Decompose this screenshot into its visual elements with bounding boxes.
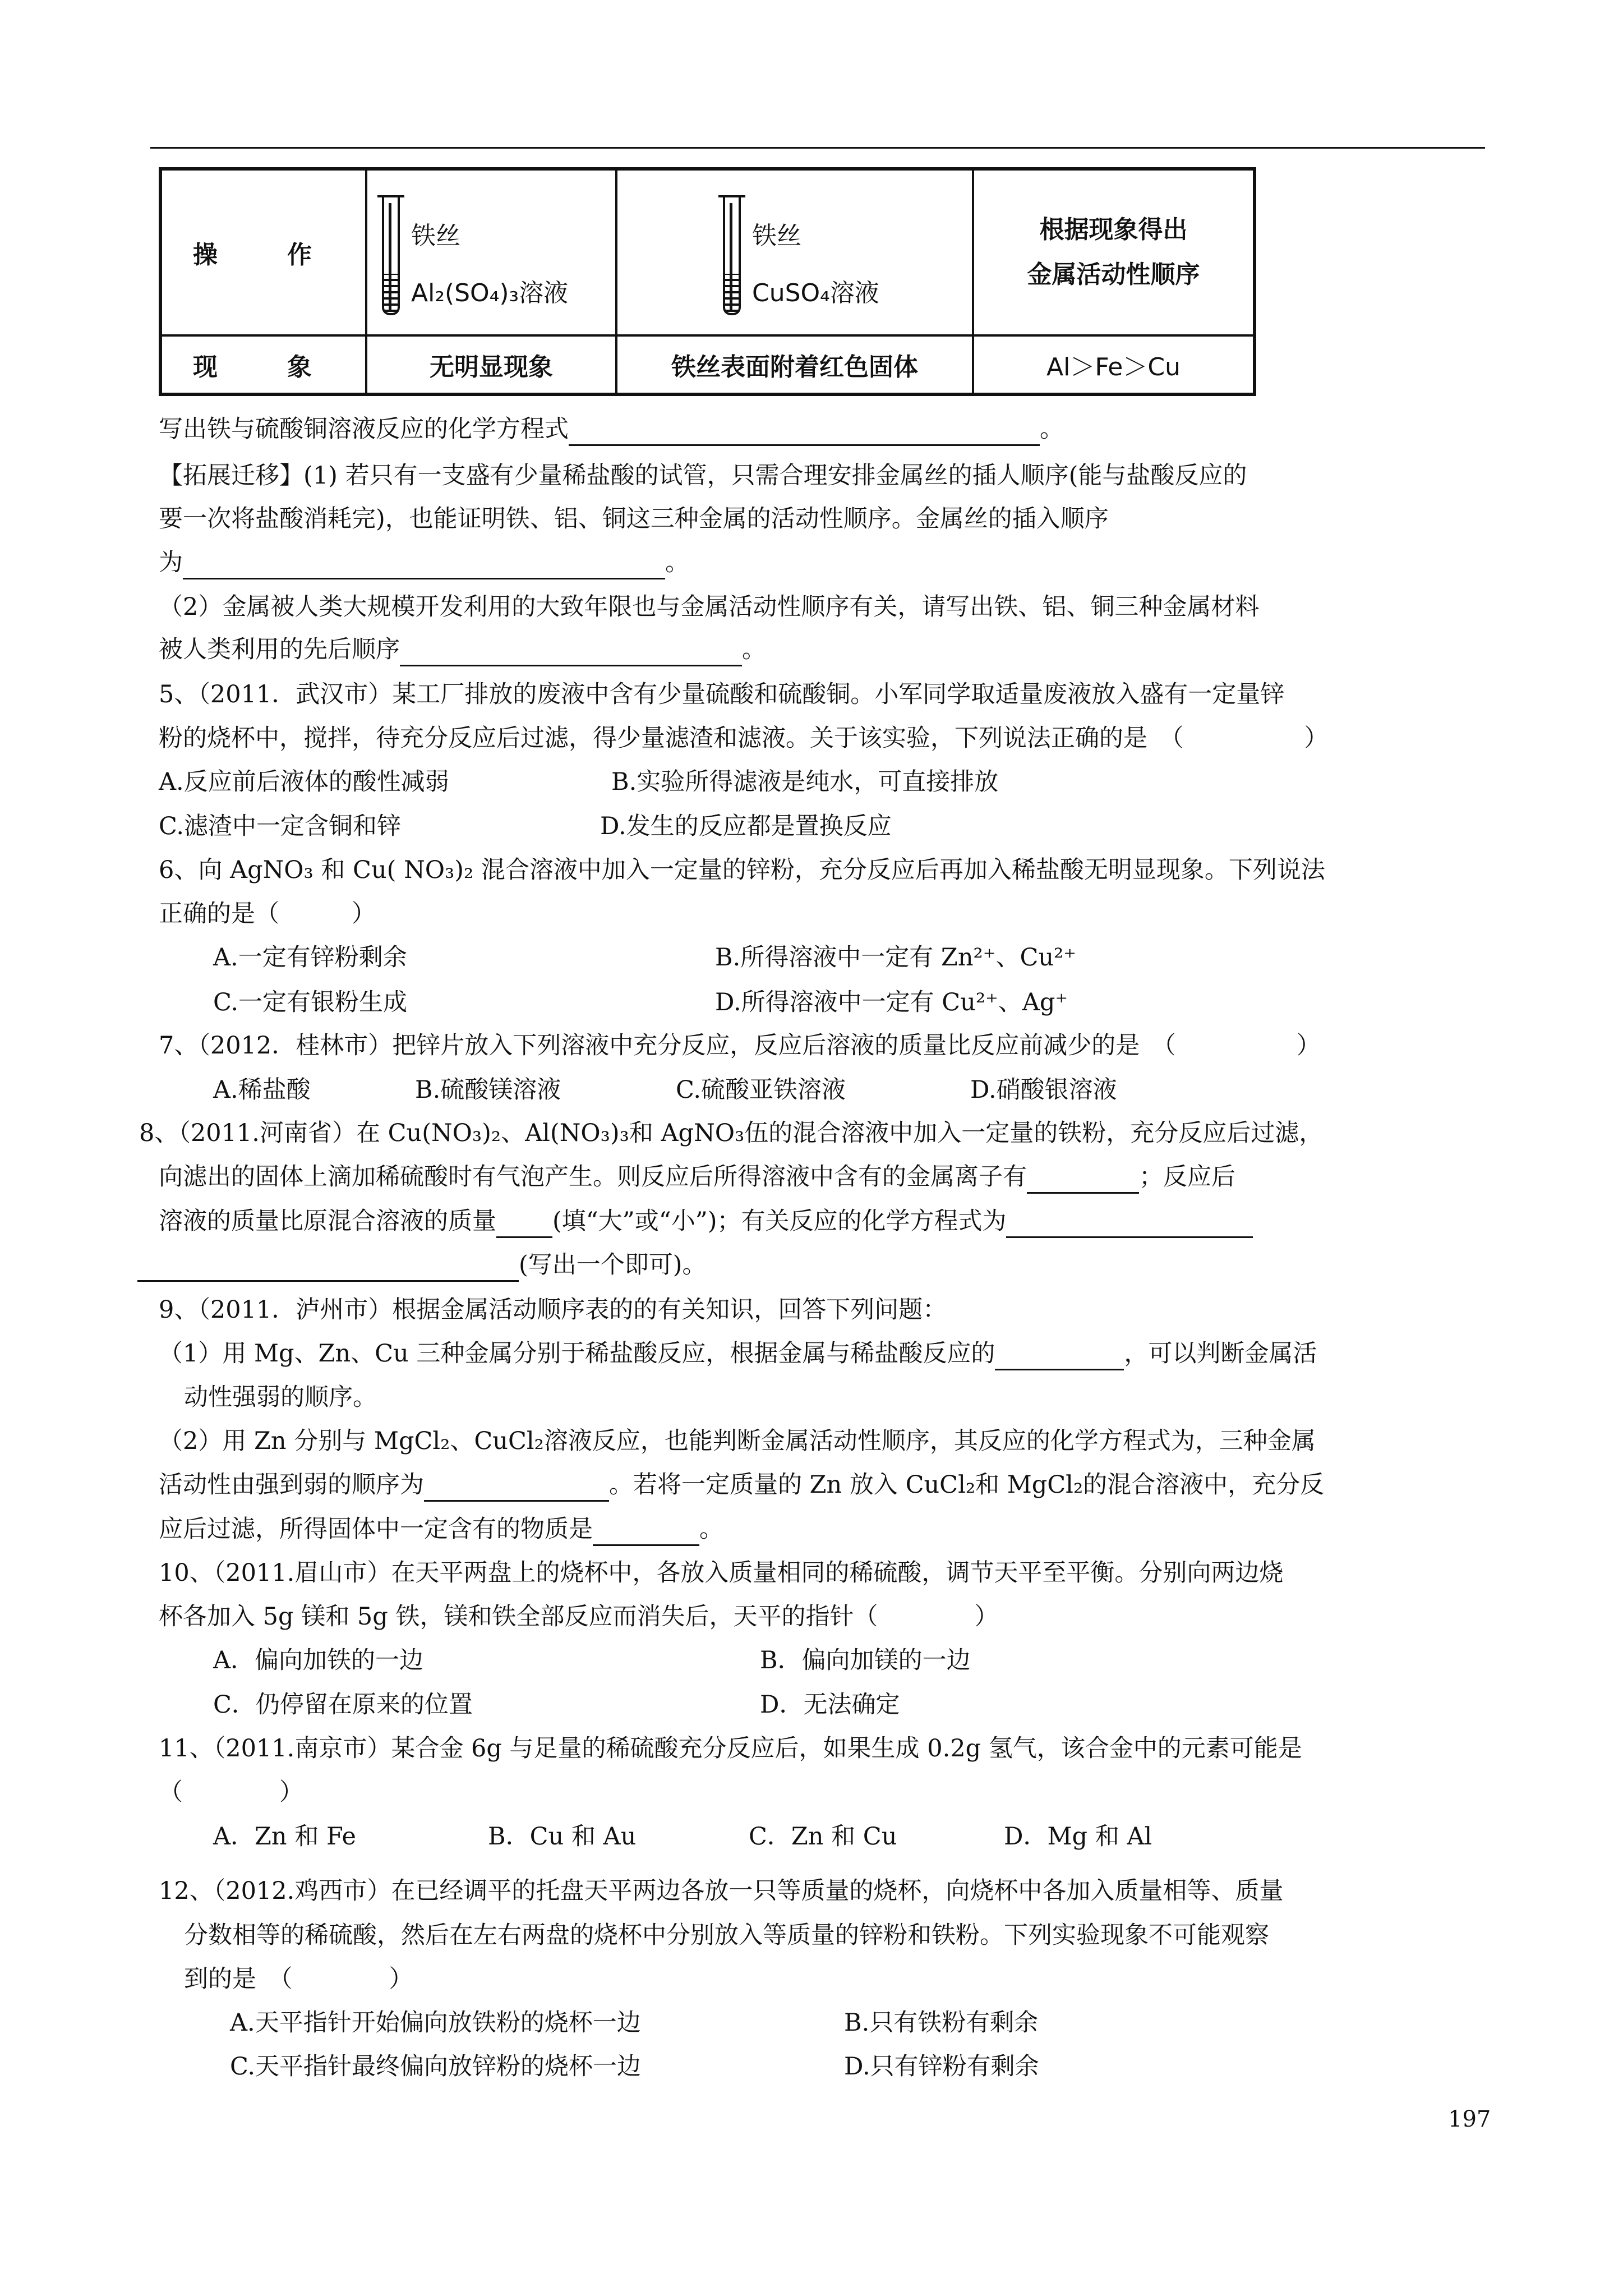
option: C.硫酸亚铁溶液 (676, 1076, 846, 1104)
text-line: 被人类利用的先后顺序 。 (159, 633, 766, 666)
question-9: （2）用 Zn 分别与 MgCl₂、CuCl₂溶液反应，也能判断金属活动性顺序，其反应的化学方程式为，三种金属 (159, 1427, 1316, 1455)
question-6: 6、向 AgNO₃ 和 Cu( NO₃)₂ 混合溶液中加入一定量的锌粉，充分反应后再加入稀盐酸无明显现象。下列说法 (159, 856, 1325, 884)
option: A．Zn 和 Fe (213, 1823, 356, 1851)
text-line: 为 。 (159, 546, 689, 579)
option: D．无法确定 (760, 1691, 900, 1719)
option: B.只有铁粉有剩余 (844, 2009, 1039, 2037)
text-line: 要一次将盐酸消耗完)，也能证明铁、铝、铜这三种金属的活动性顺序。金属丝的插入顺序 (159, 505, 1109, 533)
question-8: 向滤出的固体上滴加稀硫酸时有气泡产生。则反应后所得溶液中含有的金属离子有 ；反应后 (159, 1160, 1235, 1194)
option: B．偏向加镁的一边 (760, 1646, 971, 1674)
operation-header: 操 作 (160, 169, 366, 335)
phenomenon-3: Al＞Fe＞Cu (973, 335, 1255, 394)
option: D．Mg 和 Al (1004, 1823, 1152, 1851)
text-line: 写出铁与硫酸铜溶液反应的化学方程式 。 (159, 412, 1064, 446)
option: C.天平指针最终偏向放锌粉的烧杯一边 (230, 2053, 642, 2081)
option: C.滤渣中一定含铜和锌 (159, 812, 402, 840)
question-9: 活动性由强到弱的顺序为 。若将一定质量的 Zn 放入 CuCl₂和 MgCl₂的混合溶液中，充分反 (159, 1468, 1324, 1502)
question-6: 正确的是（ ） (159, 900, 376, 928)
option: C.一定有银粉生成 (213, 988, 408, 1016)
option: A.一定有锌粉剩余 (213, 944, 407, 972)
tube2-solution-label: CuSO₄溶液 (752, 279, 879, 307)
option: B.所得溶液中一定有 Zn²⁺、Cu²⁺ (715, 944, 1076, 972)
phenomenon-1: 无明显现象 (366, 335, 616, 394)
question-5: 粉的烧杯中，搅拌，待充分反应后过滤，得少量滤渣和滤液。关于该实验，下列说法正确的是 （ ） (159, 724, 1329, 752)
experiment-table (159, 167, 1256, 396)
option: A.稀盐酸 (213, 1076, 311, 1104)
question-11: 11、（2011.南京市）某合金 6g 与足量的稀硫酸充分反应后，如果生成 0.2g 氢气，该合金中的元素可能是 (159, 1734, 1302, 1763)
text-line: （2）金属被人类大规模开发利用的大致年限也与金属活动性顺序有关，请写出铁、铝、铜三种金属材料 (159, 593, 1260, 621)
option: A.天平指针开始偏向放铁粉的烧杯一边 (230, 2009, 641, 2037)
test-tube-cell-1 (366, 169, 616, 335)
option: D.只有锌粉有剩余 (844, 2053, 1039, 2081)
option: B．Cu 和 Au (488, 1823, 637, 1851)
text-line: 【拓展迁移】(1) 若只有一支盛有少量稀盐酸的试管，只需合理安排金属丝的插人顺序(能与盐酸反应的 (159, 462, 1247, 490)
question-8: 8、（2011.河南省）在 Cu(NO₃)₂、Al(NO₃)₃和 AgNO₃伍的混合溶液中加入一定量的铁粉，充分反应后过滤， (139, 1119, 1324, 1147)
header-rule (150, 147, 1485, 149)
question-9: 9、（2011．泸州市）根据金属活动顺序表的的有关知识，回答下列问题： (159, 1296, 947, 1324)
phenomenon-2: 铁丝表面附着红色固体 (616, 335, 973, 394)
question-7: 7、（2012．桂林市）把锌片放入下列溶液中充分反应，反应后溶液的质量比反应前减少的是 （ ） (159, 1032, 1321, 1060)
question-9: 动性强弱的顺序。 (184, 1383, 377, 1411)
tube2-wire-label: 铁丝 (752, 222, 801, 250)
question-12: 12、（2012.鸡西市）在已经调平的托盘天平两边各放一只等质量的烧杯，向烧杯中各加入质量相等、质量 (159, 1877, 1284, 1905)
test-tube-cell-2 (616, 169, 973, 335)
question-12: 到的是 （ ） (184, 1965, 413, 1993)
option: D.硝酸银溶液 (970, 1076, 1117, 1104)
option: D.发生的反应都是置换反应 (600, 812, 892, 840)
question-8: 溶液的质量比原混合溶液的质量 (填“大”或“小”)；有关反应的化学方程式为 (159, 1204, 1253, 1238)
page-number: 197 (1448, 2106, 1491, 2132)
question-9: （1）用 Mg、Zn、Cu 三种金属分别于稀盐酸反应，根据金属与稀盐酸反应的 ，可以判断金属活 (159, 1337, 1317, 1370)
question-5: 5、（2011．武汉市）某工厂排放的废液中含有少量硫酸和硫酸铜。小军同学取适量废液放入盛有一定量锌 (159, 680, 1285, 708)
question-8: (写出一个即可)。 (137, 1248, 707, 1282)
question-9: 应后过滤，所得固体中一定含有的物质是 。 (159, 1512, 723, 1546)
option: B.实验所得滤液是纯水，可直接排放 (611, 768, 999, 796)
question-10: 10、（2011.眉山市）在天平两盘上的烧杯中，各放入质量相同的稀硫酸，调节天平至平衡。分别向两边烧 (159, 1559, 1284, 1587)
question-12: 分数相等的稀硫酸，然后在左右两盘的烧杯中分别放入等质量的锌粉和铁粉。下列实验现象不可能观察 (184, 1921, 1269, 1949)
test-tube-icon (382, 195, 399, 319)
tube1-wire-label: 铁丝 (411, 222, 460, 250)
question-10: 杯各加入 5g 镁和 5g 铁，镁和铁全部反应而消失后，天平的指针（ ） (159, 1603, 999, 1631)
phenomenon-header: 现 象 (160, 335, 366, 394)
tube1-solution-label: Al₂(SO₄)₃溶液 (411, 279, 569, 307)
conclusion-header: 根据现象得出 金属活动性顺序 (973, 169, 1255, 335)
option: B.硫酸镁溶液 (415, 1076, 561, 1104)
option: C．仍停留在原来的位置 (213, 1691, 473, 1719)
option: C．Zn 和 Cu (749, 1823, 897, 1851)
question-11: （ ） (159, 1778, 303, 1806)
option: D.所得溶液中一定有 Cu²⁺、Ag⁺ (715, 988, 1068, 1016)
option: A．偏向加铁的一边 (213, 1646, 424, 1674)
test-tube-icon (723, 195, 740, 319)
option: A.反应前后液体的酸性减弱 (159, 768, 449, 796)
